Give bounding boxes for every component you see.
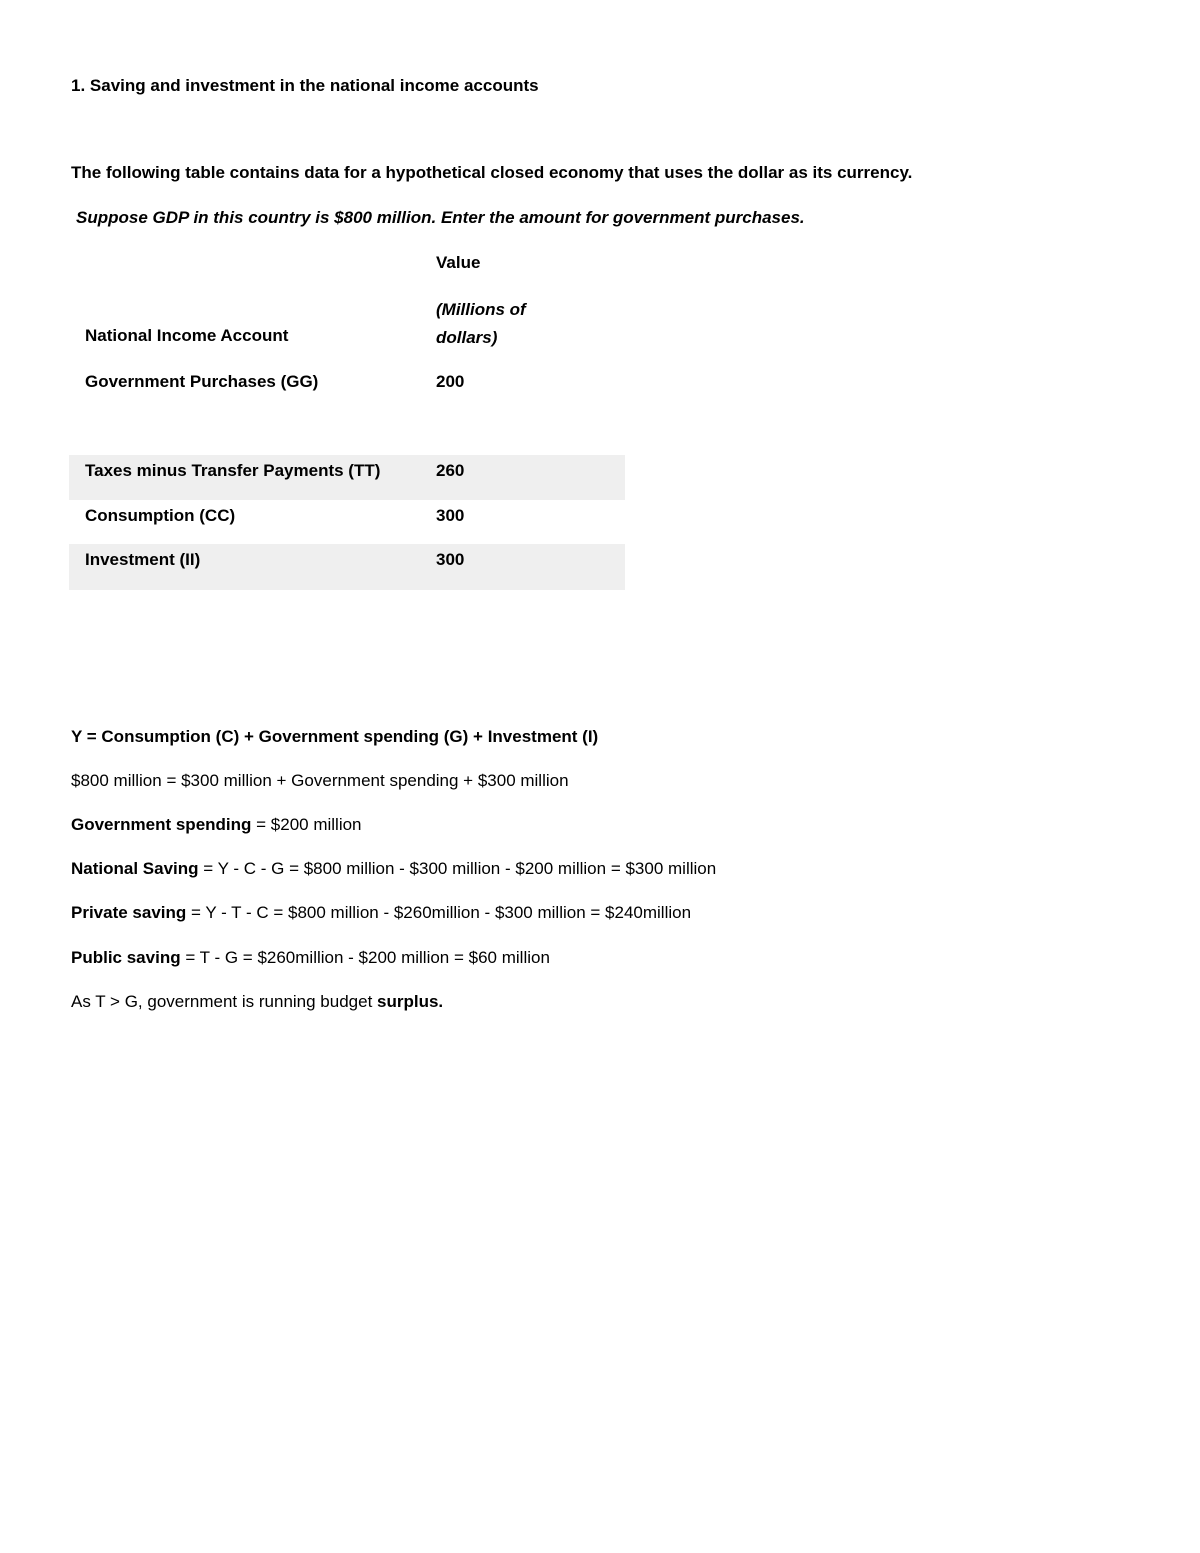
private-saving-result: = Y - T - C = $800 million - $260million - $300 million = $240million bbox=[186, 903, 692, 922]
row-value: 300 bbox=[436, 550, 465, 569]
conclusion-text: As T > G, government is running budget bbox=[71, 992, 378, 1011]
table-row bbox=[69, 500, 625, 545]
table-row bbox=[69, 366, 625, 411]
table-header-unit: (Millions of dollars) bbox=[436, 300, 526, 347]
table-row bbox=[69, 544, 625, 590]
table-header-value: Value bbox=[436, 253, 481, 272]
government-spending-line bbox=[71, 814, 362, 836]
public-saving-result: = T - G = $260million - $200 million = $60 million bbox=[180, 948, 550, 967]
row-value: 300 bbox=[436, 506, 465, 525]
national-saving-line bbox=[71, 858, 716, 880]
row-label: Government Purchases (GG) bbox=[85, 372, 319, 391]
row-label: Taxes minus Transfer Payments (TT) bbox=[85, 461, 381, 480]
table-row bbox=[69, 455, 625, 500]
row-value: 260 bbox=[436, 461, 465, 480]
government-spending-term: Government spending bbox=[71, 815, 252, 834]
table-header-account: National Income Account bbox=[85, 326, 289, 345]
gdp-substitution: $800 million = $300 million + Government spending + $300 million bbox=[71, 771, 569, 790]
row-label: Investment (II) bbox=[85, 550, 201, 569]
question-text: Suppose GDP in this country is $800 million. Enter the amount for government purchases. bbox=[76, 208, 805, 227]
page-title: 1. Saving and investment in the national income accounts bbox=[71, 76, 539, 95]
private-saving-term: Private saving bbox=[71, 903, 187, 922]
national-saving-term: National Saving bbox=[71, 859, 199, 878]
public-saving-term: Public saving bbox=[71, 948, 181, 967]
row-label: Consumption (CC) bbox=[85, 506, 236, 525]
conclusion-line bbox=[71, 991, 443, 1013]
private-saving-line bbox=[71, 902, 691, 924]
intro-text: The following table contains data for a hypothetical closed economy that uses the dollar as its currency. bbox=[71, 163, 913, 182]
gdp-equation: Y = Consumption (C) + Government spending (G) + Investment (I) bbox=[71, 727, 599, 746]
row-value: 200 bbox=[436, 372, 465, 391]
national-saving-result: = Y - C - G = $800 million - $300 million - $200 million = $300 million bbox=[198, 859, 717, 878]
conclusion-term: surplus. bbox=[377, 992, 444, 1011]
government-spending-result: = $200 million bbox=[251, 815, 362, 834]
public-saving-line bbox=[71, 947, 550, 969]
